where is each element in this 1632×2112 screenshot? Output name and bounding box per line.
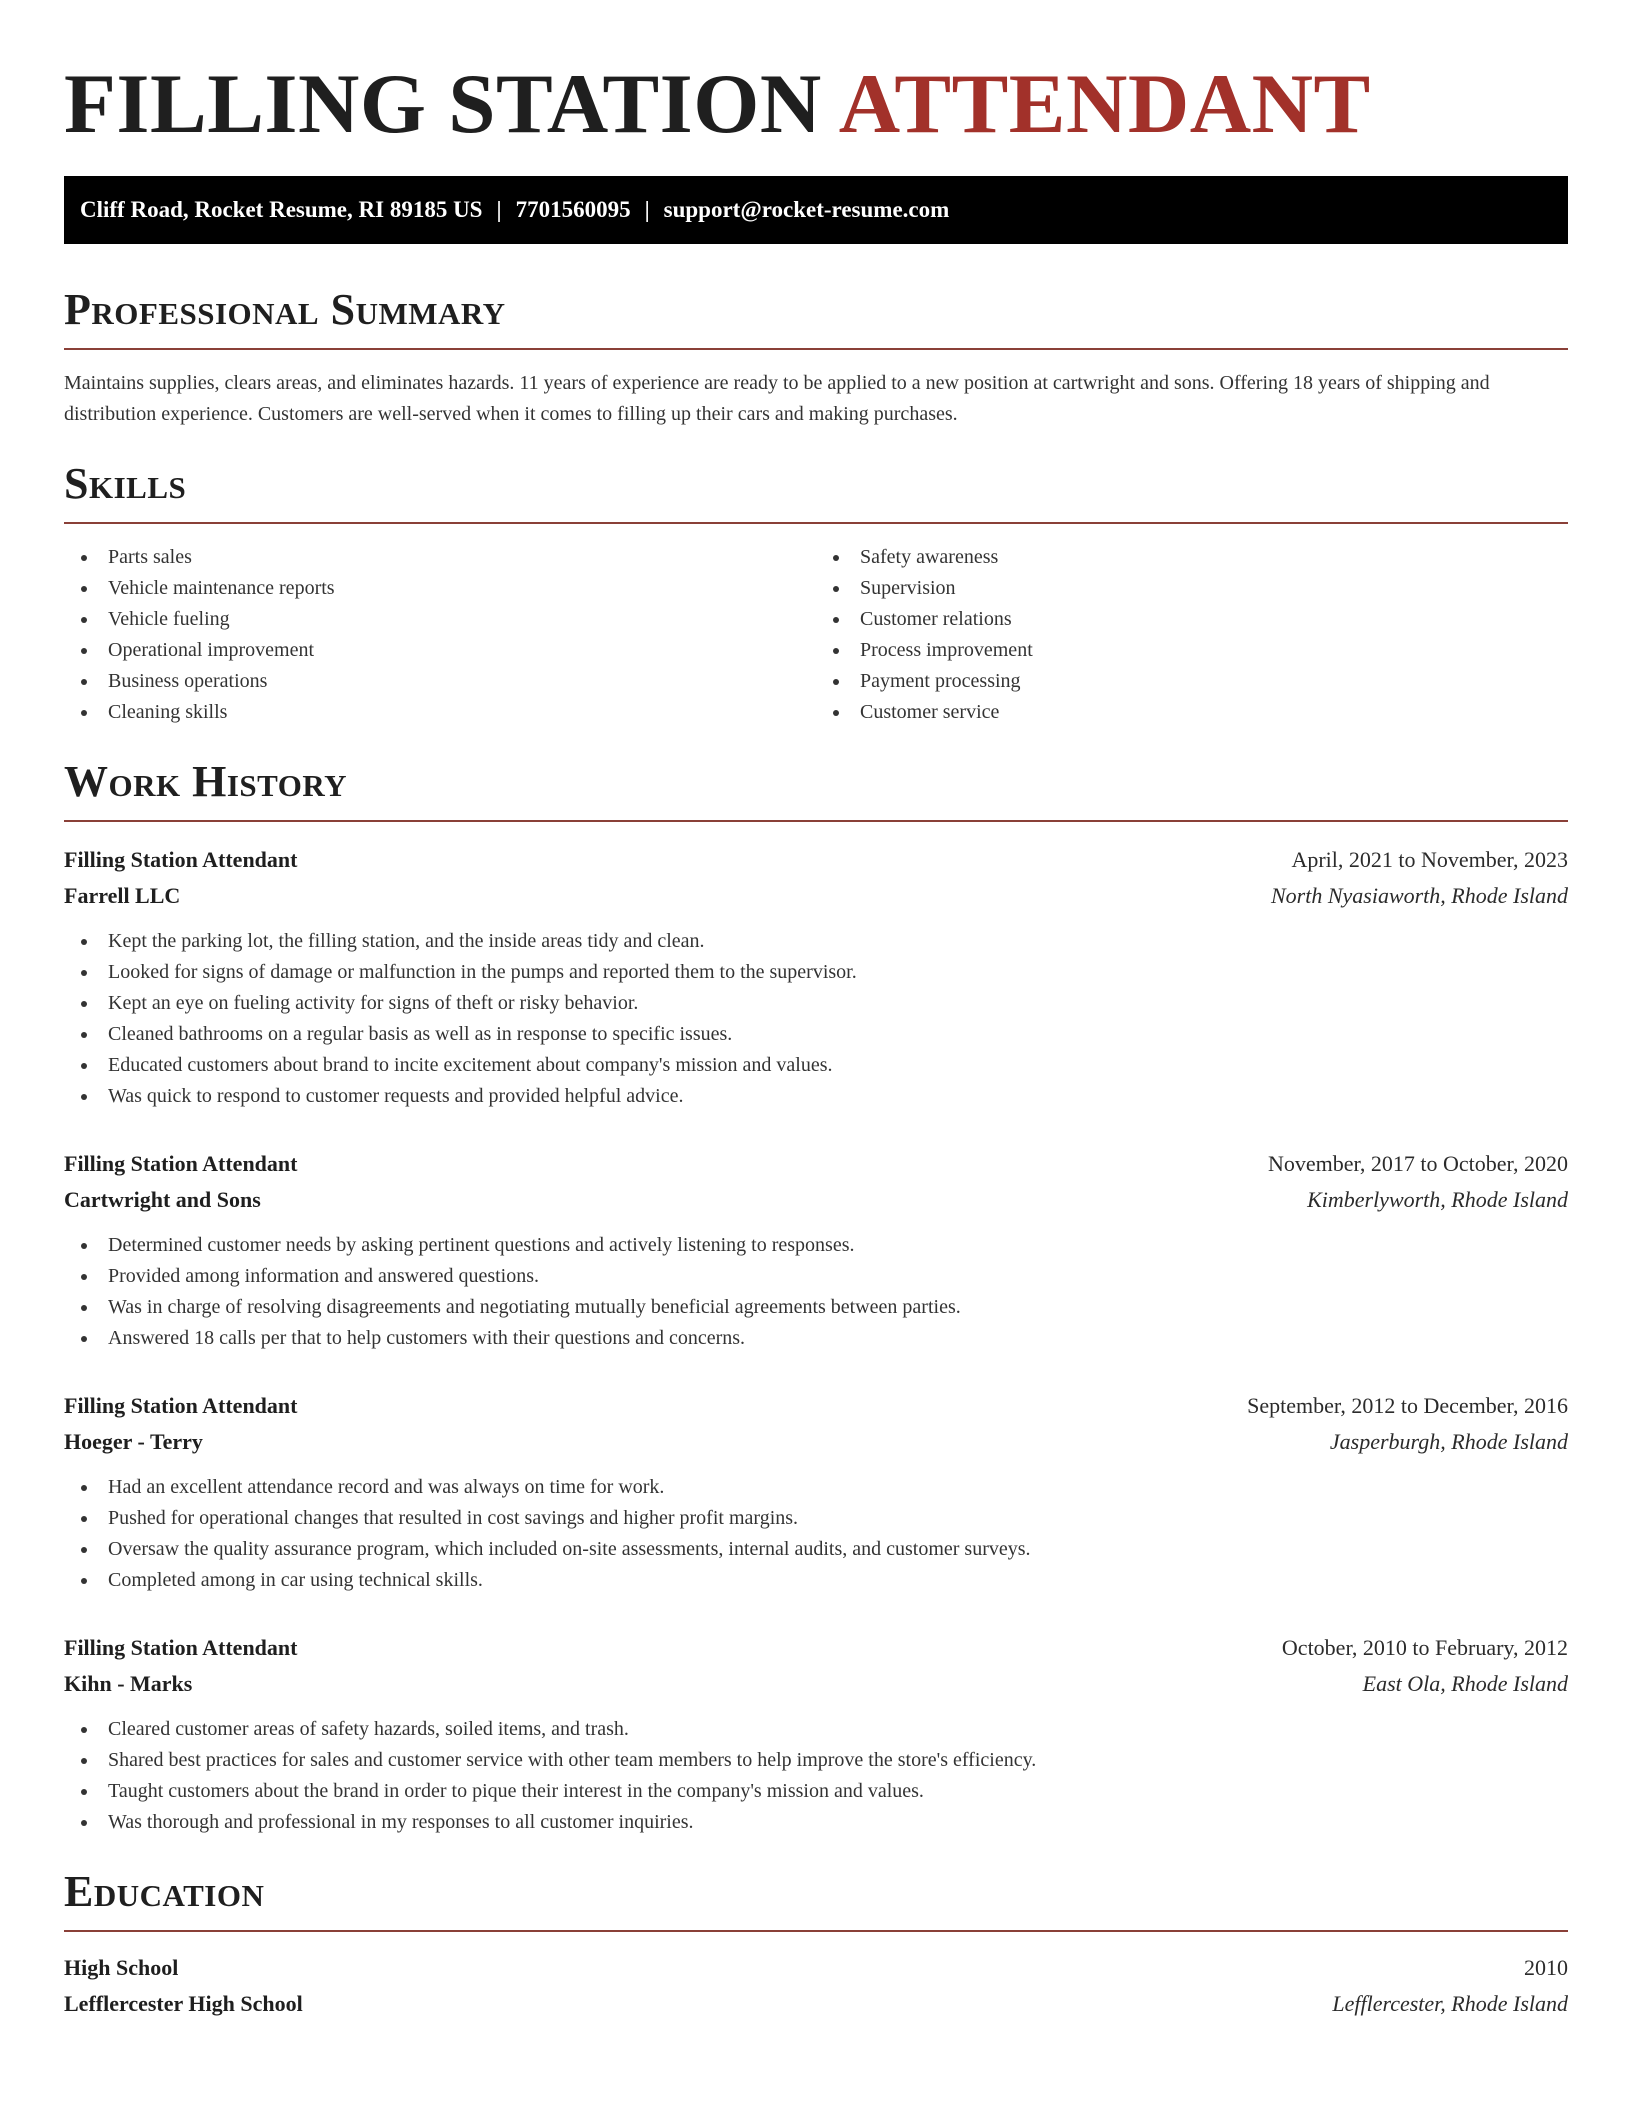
job-duty: Completed among in car using technical skills.	[64, 1565, 1568, 1596]
skill-item: Parts sales	[64, 542, 816, 573]
skill-item: Safety awareness	[816, 542, 1568, 573]
name-first: FILLING STATION	[64, 57, 822, 151]
section-divider	[64, 820, 1568, 822]
job-dates: April, 2021 to November, 2023	[1291, 847, 1568, 872]
name-accent: ATTENDANT	[838, 57, 1371, 151]
work-history-section	[64, 756, 1568, 1838]
skill-item: Process improvement	[816, 635, 1568, 666]
skill-item: Customer service	[816, 697, 1568, 728]
job-duty: Educated customers about brand to incite excitement about company's mission and values.	[64, 1050, 1568, 1081]
education-title: Education	[64, 1867, 265, 1916]
summary-text: Maintains supplies, clears areas, and eliminates hazards. 11 years of experience are ready to be applied to a new position at cartwright and sons. Offering 18 years of shipping and distribution experience. Customers are well-served when it comes to filling up their cars and making purchases.	[64, 372, 1490, 425]
resume-name	[64, 56, 1568, 152]
skill-item: Customer relations	[816, 604, 1568, 635]
job-company: Cartwright and Sons	[64, 1187, 261, 1212]
section-divider	[64, 1930, 1568, 1932]
skills-column-right	[816, 542, 1568, 728]
job-header-row	[64, 1146, 1568, 1182]
job-title: Filling Station Attendant	[64, 847, 298, 872]
job-duty: Provided among information and answered questions.	[64, 1261, 1568, 1292]
job-location: North Nyasiaworth, Rhode Island	[1270, 883, 1568, 908]
education-location: Lefflercester, Rhode Island	[1332, 1991, 1568, 2016]
job-location: Kimberlyworth, Rhode Island	[1307, 1187, 1568, 1212]
section-divider	[64, 348, 1568, 350]
contact-separator: |	[644, 197, 650, 222]
job-company-row	[64, 1182, 1568, 1218]
job-duty: Answered 18 calls per that to help customers with their questions and concerns.	[64, 1323, 1568, 1354]
skills-title: Skills	[64, 459, 187, 508]
job-duty: Was in charge of resolving disagreements and negotiating mutually beneficial agreements between parties.	[64, 1292, 1568, 1323]
job-company: Kihn - Marks	[64, 1671, 193, 1696]
job-duty: Taught customers about the brand in order to pique their interest in the company's mission and values.	[64, 1776, 1568, 1807]
summary-section	[64, 284, 1568, 430]
job-title: Filling Station Attendant	[64, 1635, 298, 1660]
skill-item: Supervision	[816, 573, 1568, 604]
job-company-row	[64, 1666, 1568, 1702]
education-degree: High School	[64, 1955, 179, 1980]
job-location: Jasperburgh, Rhode Island	[1329, 1429, 1568, 1454]
job-entry	[64, 1388, 1568, 1596]
job-dates: October, 2010 to February, 2012	[1281, 1635, 1568, 1660]
contact-email: support@rocket-resume.com	[663, 197, 950, 222]
contact-address: Cliff Road, Rocket Resume, RI 89185 US	[80, 197, 483, 222]
job-company-row	[64, 878, 1568, 914]
job-title: Filling Station Attendant	[64, 1393, 298, 1418]
education-year: 2010	[1524, 1955, 1568, 1980]
skill-item: Vehicle maintenance reports	[64, 573, 816, 604]
job-duty: Looked for signs of damage or malfunction in the pumps and reported them to the supervisor.	[64, 957, 1568, 988]
work-history-title: Work History	[64, 757, 348, 806]
skill-item: Vehicle fueling	[64, 604, 816, 635]
job-duty: Was quick to respond to customer requests and provided helpful advice.	[64, 1081, 1568, 1112]
job-header-row	[64, 1630, 1568, 1666]
skill-item: Cleaning skills	[64, 697, 816, 728]
job-duty: Pushed for operational changes that resulted in cost savings and higher profit margins.	[64, 1503, 1568, 1534]
job-header-row	[64, 842, 1568, 878]
job-duty: Cleaned bathrooms on a regular basis as well as in response to specific issues.	[64, 1019, 1568, 1050]
job-dates: November, 2017 to October, 2020	[1267, 1151, 1568, 1176]
job-duty: Had an excellent attendance record and was always on time for work.	[64, 1472, 1568, 1503]
job-entry	[64, 1146, 1568, 1354]
education-entry	[64, 1950, 1568, 2022]
job-duties	[64, 1472, 1568, 1596]
education-school-row	[64, 1986, 1568, 2022]
skill-item: Business operations	[64, 666, 816, 697]
job-location: East Ola, Rhode Island	[1362, 1671, 1568, 1696]
job-dates: September, 2012 to December, 2016	[1247, 1393, 1568, 1418]
job-header-row	[64, 1388, 1568, 1424]
job-company: Hoeger - Terry	[64, 1429, 203, 1454]
job-duties	[64, 1230, 1568, 1354]
job-entry	[64, 842, 1568, 1112]
job-duty: Cleared customer areas of safety hazards, soiled items, and trash.	[64, 1714, 1568, 1745]
contact-phone: 7701560095	[515, 197, 631, 222]
skills-grid	[64, 542, 1568, 728]
education-section	[64, 1866, 1568, 2022]
skills-section	[64, 458, 1568, 728]
job-duty: Shared best practices for sales and customer service with other team members to help improve the store's efficiency.	[64, 1745, 1568, 1776]
contact-separator: |	[496, 197, 502, 222]
job-title: Filling Station Attendant	[64, 1151, 298, 1176]
job-duties	[64, 926, 1568, 1112]
job-company: Farrell LLC	[64, 883, 181, 908]
job-duty: Was thorough and professional in my responses to all customer inquiries.	[64, 1807, 1568, 1838]
job-duty: Determined customer needs by asking pertinent questions and actively listening to responses.	[64, 1230, 1568, 1261]
job-company-row	[64, 1424, 1568, 1460]
job-entry	[64, 1630, 1568, 1838]
job-duty: Kept an eye on fueling activity for signs of theft or risky behavior.	[64, 988, 1568, 1019]
skills-column-left	[64, 542, 816, 728]
contact-bar	[64, 176, 1568, 244]
section-divider	[64, 522, 1568, 524]
education-header-row	[64, 1950, 1568, 1986]
job-duty: Kept the parking lot, the filling station, and the inside areas tidy and clean.	[64, 926, 1568, 957]
job-duty: Oversaw the quality assurance program, which included on-site assessments, internal audits, and customer surveys.	[64, 1534, 1568, 1565]
skill-item: Payment processing	[816, 666, 1568, 697]
summary-title: Professional Summary	[64, 285, 506, 334]
job-duties	[64, 1714, 1568, 1838]
skill-item: Operational improvement	[64, 635, 816, 666]
education-school: Lefflercester High School	[64, 1991, 303, 2016]
